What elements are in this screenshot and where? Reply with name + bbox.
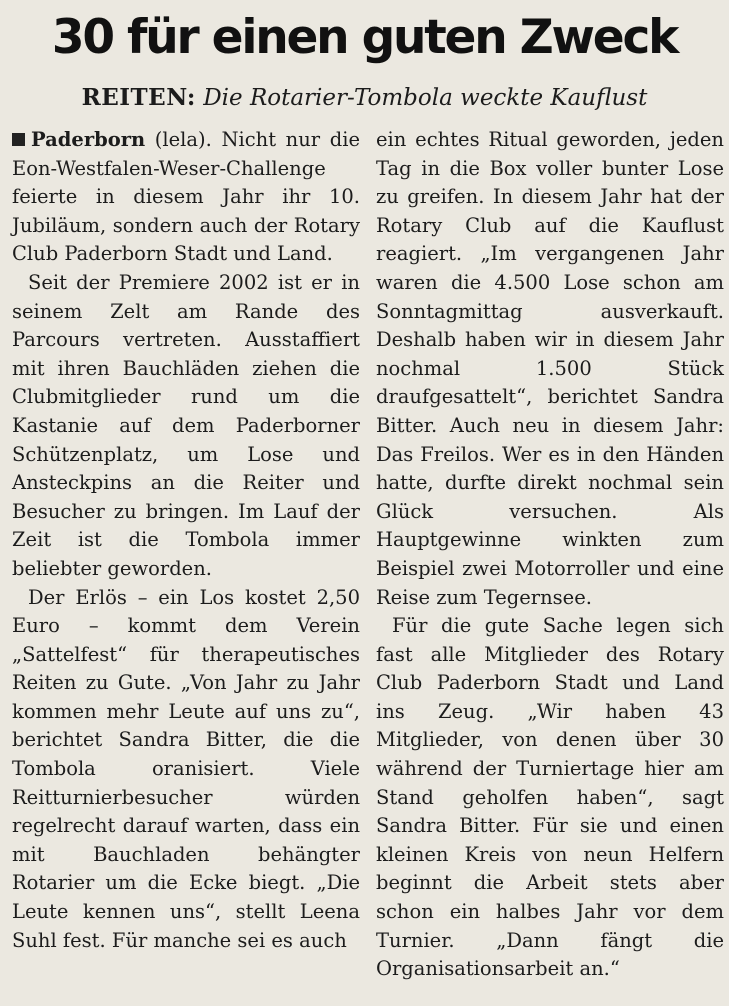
article-column-left bbox=[12, 126, 360, 955]
subheadline bbox=[0, 78, 729, 118]
paragraph: Der Erlös – ein Los kostet 2,50 Euro – kommt dem Verein „Sattelfest“ für therapeutisches Reiten zu Gute. „Von Jahr zu Jahr kommen mehr Leute auf uns zu“, berichtet Sandra Bitter, die die Tombola oranisiert. Viele Reitturnierbesucher würden regelrecht darauf warten, dass ein mit Bauchladen behängter Rotarier um die Ecke biegt. „Die Leute kennen uns“, stellt Leena Suhl fest. Für manche sei es auch bbox=[12, 585, 360, 952]
bullet-square-icon bbox=[12, 133, 25, 146]
paragraph: Für die gute Sache legen sich fast alle Mitglieder des Rotary Club Paderborn Stadt und Land ins Zeug. „Wir haben 43 Mitglieder, von denen über 30 während der Turniertage hier am Stand geholfen haben“, sagt Sandra Bitter. Für sie und einen kleinen Kreis von neun Helfern beginnt die Arbeit stets aber schon ein halbes Jahr vor dem Turnier. „Dann fängt die Organisationsarbeit an.“ bbox=[376, 614, 724, 981]
paragraph bbox=[12, 126, 360, 269]
paragraph-text: (lela). Nicht nur die Eon-Westfalen-Weser-Challenge feierte in diesem Jahr ihr 10. Jubiläum, sondern auch der Rotary Club Paderborn Stadt und Land. bbox=[12, 128, 360, 266]
headline: 30 für einen guten Zweck bbox=[51, 10, 678, 65]
paragraph: ein echtes Ritual geworden, jeden Tag in die Box voller bunter Lose zu greifen. In diesem Jahr hat der Rotary Club auf die Kauflust reagiert. „Im vergangenen Jahr waren die 4.500 Lose schon am Sonntagmittag ausverkauft. Deshalb haben wir in diesem Jahr nochmal 1.500 Stück draufgesattelt“, berichtet Sandra Bitter. Auch neu in diesem Jahr: Das Freilos. Wer es in den Händen hatte, durfte direkt nochmal sein Glück versuchen. Als Hauptgewinne winkten zum Beispiel zwei Motorroller und eine Reise zum Tegernsee. bbox=[376, 128, 724, 609]
article-column-right bbox=[376, 126, 724, 984]
kicker: REITEN: bbox=[81, 84, 196, 111]
deck: Die Rotarier-Tombola weckte Kauflust bbox=[203, 85, 648, 111]
dateline: Paderborn bbox=[31, 128, 146, 151]
paragraph: Seit der Premiere 2002 ist er in seinem Zelt am Rande des Parcours vertreten. Ausstaffiert mit ihren Bauchläden ziehen die Clubmitglieder rund um die Kastanie auf dem Paderborner Schützenplatz, um Lose und Ansteckpins an die Reiter und Besucher zu bringen. Im Lauf der Zeit ist die Tombola immer beliebter geworden. bbox=[12, 270, 360, 580]
